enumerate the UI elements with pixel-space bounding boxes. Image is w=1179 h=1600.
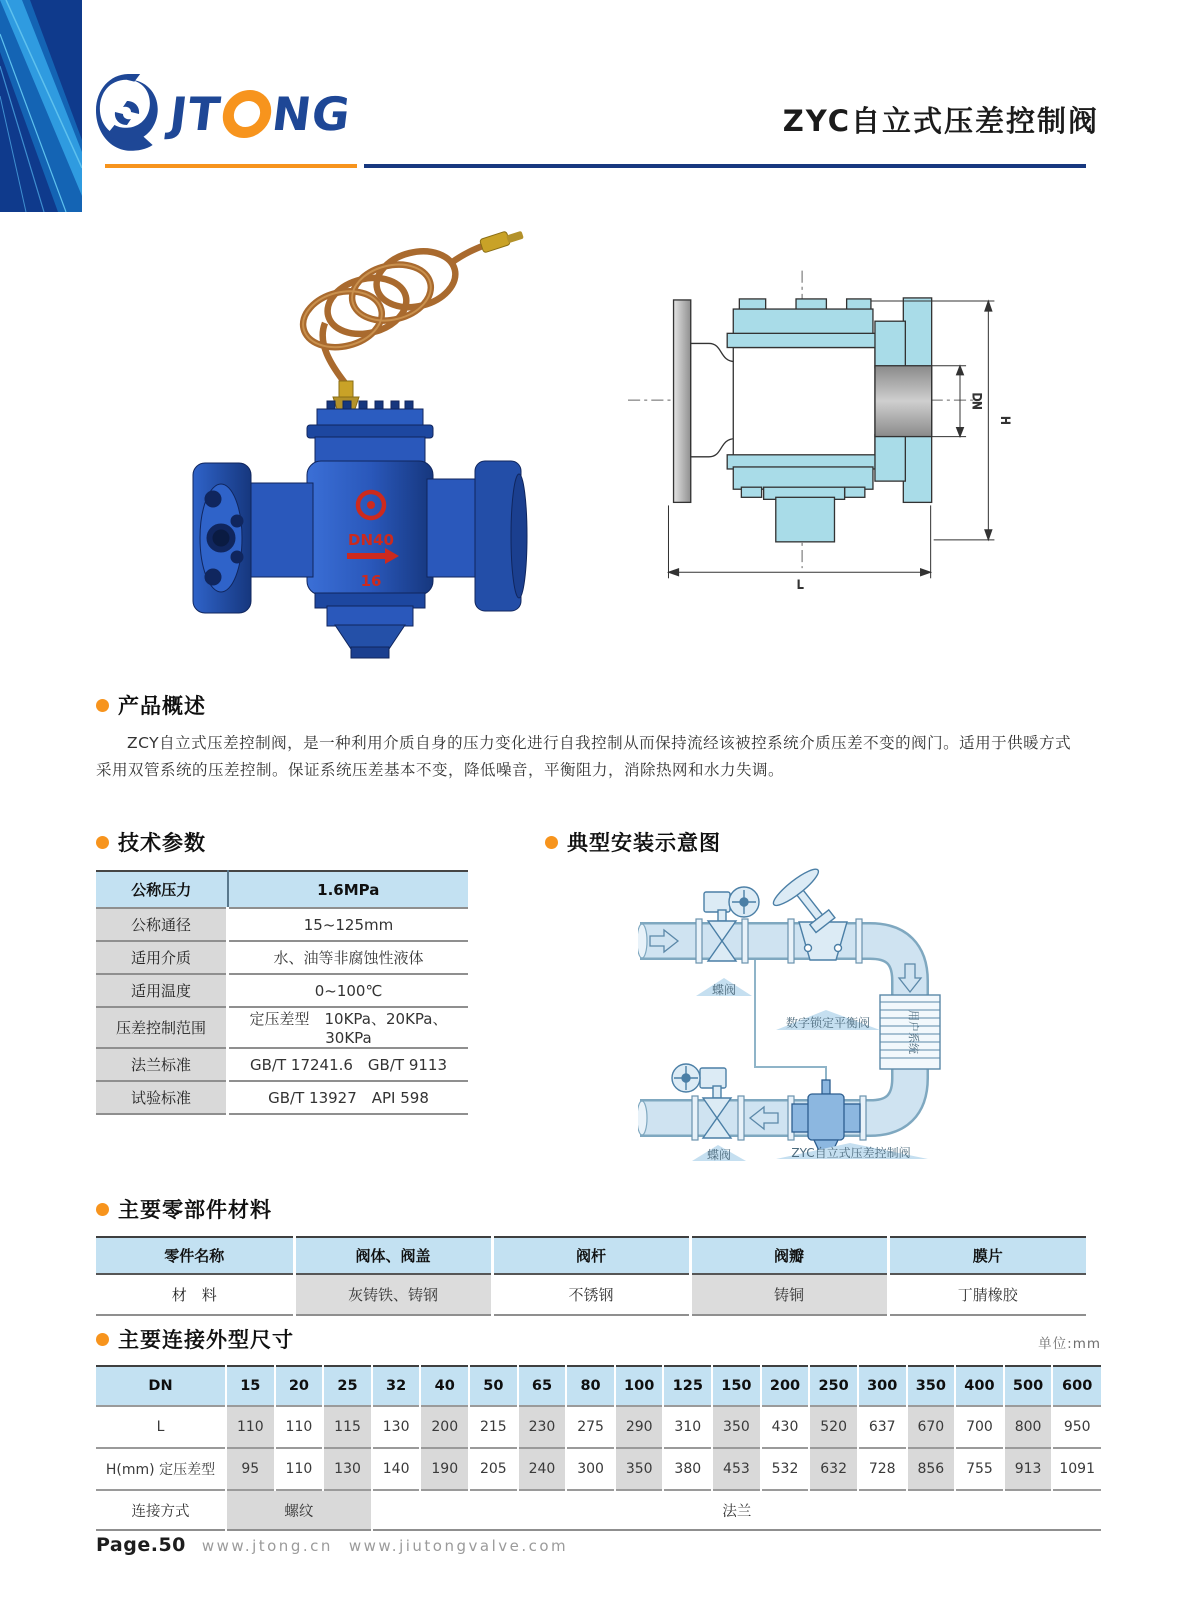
dims-dn-cell: 150 <box>712 1366 761 1406</box>
footer-url-1: www.jtong.cn <box>201 1537 333 1555</box>
materials-heading-text: 主要零部件材料 <box>118 1198 272 1222</box>
section-bullet-icon <box>96 1333 109 1346</box>
table-row <box>96 1007 468 1048</box>
dims-dn-header: DN <box>96 1366 226 1406</box>
dim-h-label: H <box>998 416 1012 425</box>
dims-l-cell: 310 <box>663 1406 712 1448</box>
materials-header-cell: 膜片 <box>888 1237 1086 1274</box>
table-row <box>96 871 468 908</box>
zyc-valve <box>792 1080 860 1153</box>
dims-h-cell: 240 <box>518 1448 567 1490</box>
dims-l-cell: 110 <box>226 1406 275 1448</box>
table-row <box>96 974 468 1007</box>
materials-header-cell: 阀瓣 <box>690 1237 888 1274</box>
section-bullet-icon <box>96 699 109 712</box>
tech-heading-text: 技术参数 <box>118 831 206 855</box>
table-row <box>96 1448 1101 1490</box>
brand-o-ring-icon <box>220 90 274 138</box>
page-title: ZYC自立式压差控制阀 <box>782 104 1099 138</box>
dims-dn-cell: 350 <box>907 1366 956 1406</box>
zyc-label: ZYC自立式压差控制阀 <box>791 1146 911 1160</box>
tech-label: 公称压力 <box>96 871 228 908</box>
tech-value: 水、油等非腐蚀性液体 <box>228 941 469 974</box>
capillary-coil <box>292 243 485 383</box>
dims-h-cell: 205 <box>469 1448 518 1490</box>
dims-l-cell: 637 <box>858 1406 907 1448</box>
materials-table <box>96 1236 1086 1316</box>
tech-value: 定压差型 10KPa、20KPa、30KPa <box>228 1007 469 1048</box>
install-heading-text: 典型安装示意图 <box>567 831 721 855</box>
dims-dn-cell: 300 <box>858 1366 907 1406</box>
dims-h-cell: 755 <box>955 1448 1004 1490</box>
tech-label: 压差控制范围 <box>96 1007 228 1048</box>
drawing-geometry <box>628 271 974 569</box>
dims-l-cell: 275 <box>566 1406 615 1448</box>
valve-body <box>193 401 527 658</box>
dim-dn-label: DN <box>970 392 984 410</box>
dims-l-cell: 520 <box>809 1406 858 1448</box>
jtong-swirl-icon <box>96 74 160 154</box>
materials-row-label: 材 料 <box>96 1274 294 1315</box>
dimensions-table <box>96 1365 1101 1531</box>
dims-h-cell: 300 <box>566 1448 615 1490</box>
product-photo <box>175 205 560 660</box>
dims-dn-cell: 50 <box>469 1366 518 1406</box>
dims-l-cell: 200 <box>420 1406 469 1448</box>
page-footer <box>96 1534 568 1556</box>
dim-l-label: L <box>796 578 804 592</box>
section-overview <box>96 690 1084 784</box>
balance-label: 数字锁定平衡阀 <box>785 1016 871 1030</box>
brand-wordmark <box>166 87 355 141</box>
table-row <box>96 1274 1086 1315</box>
tech-label: 法兰标准 <box>96 1048 228 1081</box>
dims-dn-cell: 500 <box>1004 1366 1053 1406</box>
dims-dn-cell: 25 <box>323 1366 372 1406</box>
dims-h-cell: 140 <box>372 1448 421 1490</box>
page-number: Page.50 <box>96 1534 186 1556</box>
section-bullet-icon <box>96 836 109 849</box>
materials-cell: 灰铸铁、铸钢 <box>294 1274 492 1315</box>
dims-dn-cell: 125 <box>663 1366 712 1406</box>
dims-l-cell: 670 <box>907 1406 956 1448</box>
dims-dn-cell: 15 <box>226 1366 275 1406</box>
materials-cell: 丁腈橡胶 <box>888 1274 1086 1315</box>
tech-value: GB/T 17241.6 GB/T 9113 <box>228 1048 469 1081</box>
tech-value: 1.6MPa <box>228 871 469 908</box>
table-row <box>96 908 468 941</box>
tech-label: 适用温度 <box>96 974 228 1007</box>
dims-heading <box>96 1324 1101 1354</box>
dims-l-cell: 950 <box>1052 1406 1101 1448</box>
dims-h-cell: 190 <box>420 1448 469 1490</box>
materials-cell: 不锈钢 <box>492 1274 690 1315</box>
dims-dn-cell: 250 <box>809 1366 858 1406</box>
dims-h-cell: 856 <box>907 1448 956 1490</box>
header-divider-orange <box>105 164 357 168</box>
table-header-row <box>96 1237 1086 1274</box>
table-header-row <box>96 1366 1101 1406</box>
header-divider-navy <box>364 164 1086 168</box>
table-row <box>96 1048 468 1081</box>
butterfly1-label: 蝶阀 <box>711 983 737 997</box>
footer-url-2: www.jiutongvalve.com <box>348 1537 569 1555</box>
dims-dn-cell: 600 <box>1052 1366 1101 1406</box>
table-row <box>96 1490 1101 1530</box>
dims-dn-cell: 20 <box>275 1366 324 1406</box>
dims-h-cell: 130 <box>323 1448 372 1490</box>
brand-text-ng: NG <box>269 87 355 141</box>
overview-paragraph: ZCY自立式压差控制阀，是一种利用介质自身的压力变化进行自我控制从而保持流经该被控系统介质压差不变的阀门。适用于供暖方式采用双管系统的压差控制。保证系统压差基本不变，降低噪音，平衡阻力，消除热网和水力失调。 <box>96 734 1072 780</box>
tech-label: 试验标准 <box>96 1081 228 1114</box>
corner-decoration <box>0 0 82 212</box>
materials-header-cell: 零件名称 <box>96 1237 294 1274</box>
tech-heading <box>96 827 468 857</box>
dims-dn-cell: 100 <box>615 1366 664 1406</box>
dims-l-cell: 430 <box>761 1406 810 1448</box>
dims-h-cell: 350 <box>615 1448 664 1490</box>
dims-h-cell: 913 <box>1004 1448 1053 1490</box>
dims-h-cell: 95 <box>226 1448 275 1490</box>
dims-dn-cell: 400 <box>955 1366 1004 1406</box>
table-row <box>96 1406 1101 1448</box>
section-tech-params <box>96 827 468 1115</box>
section-bullet-icon <box>545 836 558 849</box>
materials-heading <box>96 1194 1086 1224</box>
dims-l-cell: 700 <box>955 1406 1004 1448</box>
materials-cell: 铸铜 <box>690 1274 888 1315</box>
brand-text-jt: JT <box>166 87 224 141</box>
conn-thread-cell: 螺纹 <box>226 1490 372 1530</box>
brass-fitting <box>333 231 524 409</box>
dims-dn-cell: 65 <box>518 1366 567 1406</box>
dims-h-cell: 380 <box>663 1448 712 1490</box>
dims-l-cell: 115 <box>323 1406 372 1448</box>
dims-heading-text: 主要连接外型尺寸 <box>118 1328 294 1352</box>
dims-l-cell: 230 <box>518 1406 567 1448</box>
dims-l-cell: 800 <box>1004 1406 1053 1448</box>
overview-heading <box>96 690 1084 720</box>
installation-diagram <box>638 852 1068 1162</box>
tech-params-table <box>96 870 468 1115</box>
mark-pn: 16 <box>360 572 382 590</box>
dims-l-cell: 350 <box>712 1406 761 1448</box>
dims-dn-cell: 32 <box>372 1366 421 1406</box>
dims-h-cell: 728 <box>858 1448 907 1490</box>
dims-h-label: H(mm) 定压差型 <box>105 1462 216 1478</box>
section-materials <box>96 1194 1086 1316</box>
dims-dn-cell: 40 <box>420 1366 469 1406</box>
tech-label: 适用介质 <box>96 941 228 974</box>
tech-value: 0~100℃ <box>228 974 469 1007</box>
section-bullet-icon <box>96 1203 109 1216</box>
tech-label: 公称通径 <box>96 908 228 941</box>
materials-header-cell: 阀体、阀盖 <box>294 1237 492 1274</box>
user-system-label: 用户系统 <box>907 1010 920 1054</box>
dims-l-cell: 110 <box>275 1406 324 1448</box>
butterfly2-label: 蝶阀 <box>706 1148 732 1162</box>
dims-l-label: L <box>156 1419 165 1435</box>
dims-h-cell: 110 <box>275 1448 324 1490</box>
dims-h-cell: 1091 <box>1052 1448 1101 1490</box>
section-dimensions <box>96 1324 1101 1531</box>
tech-value: GB/T 13927 API 598 <box>228 1081 469 1114</box>
dims-h-cell: 532 <box>761 1448 810 1490</box>
mark-model: DN40 <box>348 531 394 549</box>
dims-l-cell: 130 <box>372 1406 421 1448</box>
unit-label: 单位:mm <box>1038 1336 1101 1352</box>
dims-l-cell: 290 <box>615 1406 664 1448</box>
overview-heading-text: 产品概述 <box>118 694 206 718</box>
dims-dn-cell: 200 <box>761 1366 810 1406</box>
dims-h-cell: 453 <box>712 1448 761 1490</box>
table-row <box>96 1081 468 1114</box>
brand-logo <box>96 74 355 154</box>
user-system-radiator <box>880 995 940 1069</box>
tech-value: 15~125mm <box>228 908 469 941</box>
technical-drawing <box>628 262 1043 597</box>
conn-flange-cell: 法兰 <box>372 1490 1101 1530</box>
materials-header-cell: 阀杆 <box>492 1237 690 1274</box>
dims-h-cell: 632 <box>809 1448 858 1490</box>
dims-l-cell: 215 <box>469 1406 518 1448</box>
dims-conn-label: 连接方式 <box>131 1503 190 1520</box>
table-row <box>96 941 468 974</box>
dims-dn-cell: 80 <box>566 1366 615 1406</box>
